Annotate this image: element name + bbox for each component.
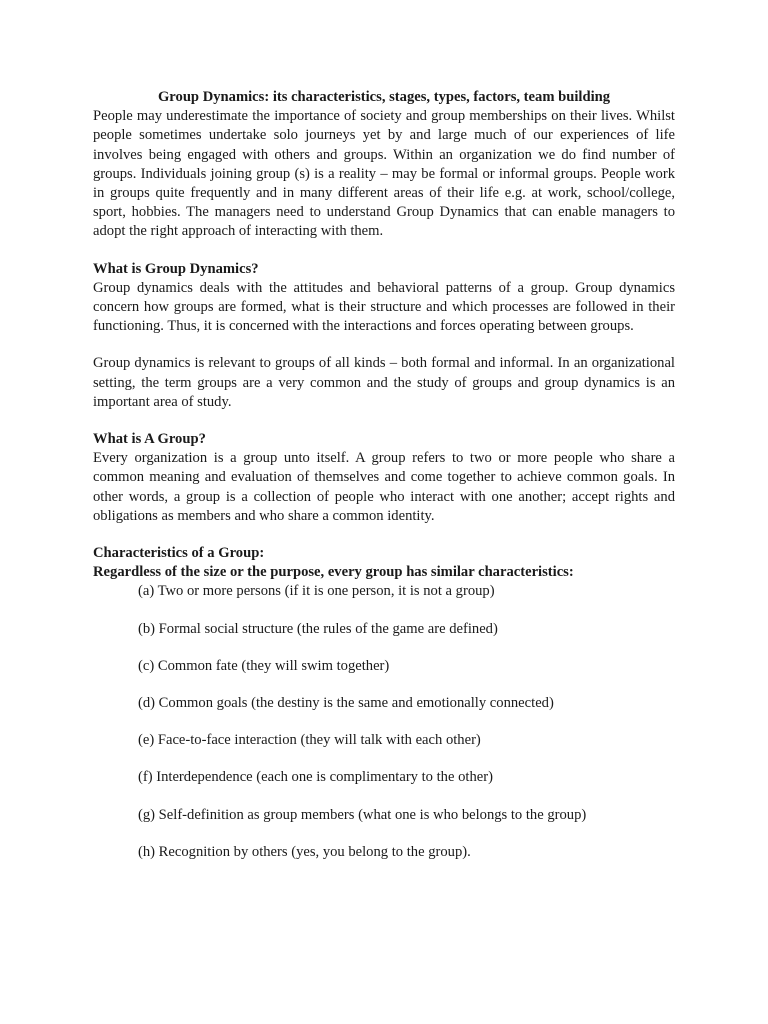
document-page [93,88,675,862]
heading-what-is-a-group: What is A Group? [93,431,206,448]
list-item: (d) Common goals (the destiny is the same and emotionally connected) [138,695,554,712]
document-title: Group Dynamics: its characteristics, stages, types, factors, team building [157,89,611,105]
intro-paragraph: People may underestimate the importance of society and group memberships on their lives. Whilst people sometimes undertake solo journeys yet by and large much of our experiences of life involves being engaged with others and groups. Within an organization we do find number of groups. Individuals joining group (s) is a reality – may be formal or informal groups. People work in groups quite frequently and in many different areas of their life e.g. at work, school/college, sport, hobbies. The managers need to understand Group Dynamics that can enable managers to adopt the right approach of interacting with them. [93,108,675,240]
heading-what-is-group-dynamics: What is Group Dynamics? [93,260,259,277]
spacer [93,412,675,430]
list-item: (e) Face-to-face interaction (they will talk with each other) [138,732,481,749]
characteristics-subheading: Regardless of the size or the purpose, every group has similar characteristics: [93,564,574,581]
list-item: (b) Formal social structure (the rules of the game are defined) [138,620,498,637]
list-item: (f) Interdependence (each one is complimentary to the other) [138,769,493,786]
spacer [93,242,675,260]
spacer [93,336,675,354]
list-item: (a) Two or more persons (if it is one person, it is not a group) [138,583,495,600]
list-item: (g) Self-definition as group members (what one is who belongs to the group) [138,806,587,823]
heading-characteristics: Characteristics of a Group: [93,545,265,562]
group-dynamics-paragraph-2: Group dynamics is relevant to groups of all kinds – both formal and informal. In an organizational setting, the term groups are a very common and the study of groups and group dynamics is an important area of study. [93,355,675,410]
list-item: (h) Recognition by others (yes, you belong to the group). [138,843,471,860]
characteristics-list [93,582,675,862]
list-item: (c) Common fate (they will swim together) [138,657,390,674]
spacer [93,526,675,544]
group-definition-paragraph: Every organization is a group unto itself. A group refers to two or more people who share a common meaning and evaluation of themselves and come together to achieve common goals. In other words, a group is a collection of people who interact with one another; accept rights and obligations as members and who share a common identity. [93,450,675,524]
group-dynamics-paragraph-1: Group dynamics deals with the attitudes and behavioral patterns of a group. Group dynamics concern how groups are formed, what is their structure and which processes are followed in their functioning. Thus, it is concerned with the interactions and forces operating between groups. [93,279,675,335]
